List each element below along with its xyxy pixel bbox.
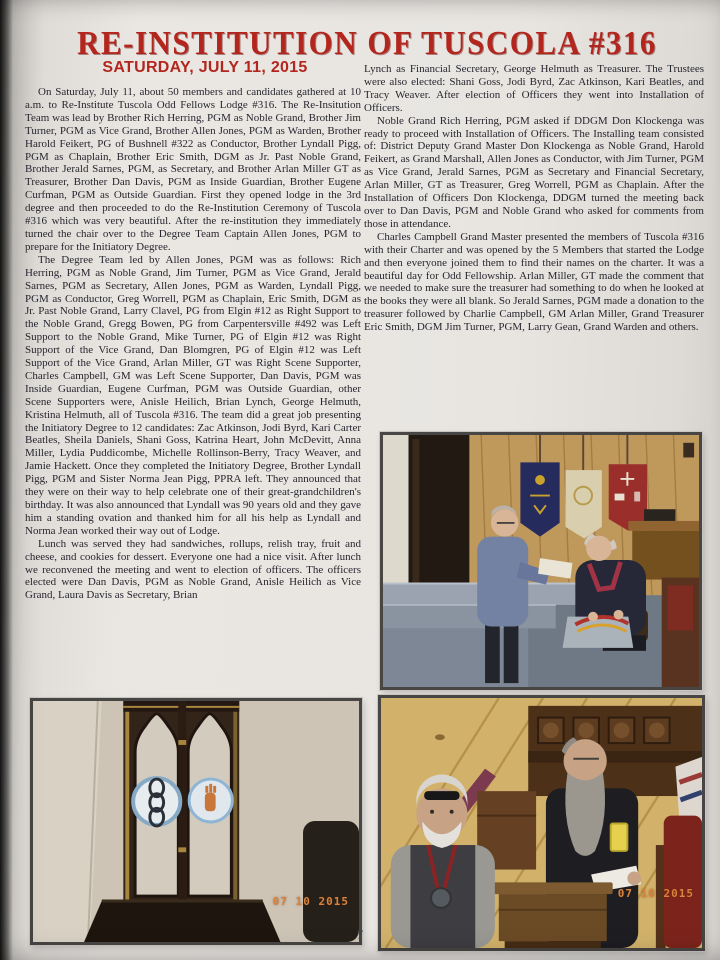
page-subtitle: SATURDAY, JULY 11, 2015 [102,59,308,76]
article-paragraph: Noble Grand Rich Herring, PGM asked if DDGM Don Klockenga was ready to proceed with Installation of Officers. The Installing team consisted of: District Deputy Grand Master Don Klockenga as Noble Grand, Harold Feikert, as Grand Marshall, Allen Jones as Conductor, with Jim Turner, PGM as Vice Grand, Jerald Sarnes, PGM as Secretary and Financial Secretary, Arlan Miller, GT as Treasurer, Greg Worrell, PGM as Chaplain. After the Installation of Officers Don Klockenga, DDGM turned the meeting back over to Dan Davis, PGM and Noble Grand who asked for comments from those in attendance. [364,114,704,230]
podium-photo-illustration [381,698,702,948]
photo-timestamp: 07 10 2015 [617,887,694,900]
page-number: 7 [356,928,364,942]
article-paragraph: Lynch as Financial Secretary, George Helmuth as Treasurer. The Trustees were also elected: Shani Goss, Jodi Byrd, Zac Atkinson, Kari Beatles, and Tracy Weaver. After election of Officers they went into Installation of Officers. [364,63,704,114]
photo-timestamp: 07 10 2015 [272,895,349,908]
page-title: RE-INSTITUTION OF TUSCOLA #316 [77,23,657,62]
photo-lodge-altar [30,698,362,945]
photo-charter-reading [378,695,705,951]
article-paragraph: Lunch was served they had sandwiches, rollups, relish tray, fruit and cheese, and cookies for dessert. Everyone one had a nice visit. After lunch we reconvened the meeting and went to election of officers. The officers elected were Dan Davis, PGM as Noble Grand, Anisle Heilich as Vice Grand, Laura Davis as Secretary, Brian [25,537,361,602]
article-paragraph: The Degree Team led by Allen Jones, PGM was as follows: Rich Herring, PGM as Noble Grand, Jim Turner, PGM as Vice Grand, Jerald Sarnes, PGM as Secretary, Allen Jones, PGM as Warden, Lyndall Pigg, PGM as Conductor, Greg Worrell, PGM as Chaplain, Eric Smith, DGM as Jr. Past Noble Grand, Larry Clavel, PG from Elgin #12 as Right Support to the Noble Grand, Gregg Bowen, PG from Carpentersville #492 was Left Support to the Noble Grand, Mike Turner, PG of Elgin #12 was Right Support of the Vice Grand, Dan Blomgren, PG of Elgin #12 was Left Support of the Vice Grand, Arlan Miller, GT was Right Scene Supporter, Charles Campbell, GM was Left Scene Supporter, Dan Davis, PGM was Inside Guardian, Eugene Curfman, PGM was Outside Guardian, other Scene Supporters were, Anisle Heilich, Brian Lynch, George Helmuth, Kristina Helmuth, all of Tuscola #316. The team did a great job presenting the Initiatory Degree to 12 candidates: Zac Atkinson, Jodi Byrd, Kari Carter Beatles, Sheila Daniels, Shani Goss, Katrina Heart, John McDevitt, Anna Miller, Lydia Puddicombe, Michelle Rollinson-Berry, Tracy Weaver, and Jamie Hackett. Once they completed the Initiatory Degree, Brother Lyndall Pigg, PGM and Sister Norma Jean Pigg, PPRA left. They announced that they were on their way to help celebrate one of their great-grandchildren's birthday. It was also announced that Lyndall was 90 years old and they gave him a standing ovation and thanked him for all his help as Lyndall and Norma Jean worked their way out of Lodge. [25,253,361,537]
page-left-edge-shadow [0,0,13,960]
article-paragraph: On Saturday, July 11, about 50 members and candidates gathered at 10 a.m. to Re-Institute Tuscola Odd Fellows Lodge #316. The Re-Insitution Team was lead by Brother Rich Herring, PGM as Noble Grand, Brother Jim Turner, PGM as Vice Grand, Brother Allen Jones, PGM as Warden, Brother Harold Feikert, PG of Bushnell #322 as Conductor, Brother Lyndall Pigg, PGM as Chaplain, Brother Eric Smith, DGM as Jr. Past Noble Grand, Brother Jerald Sarnes, PGM, as Secretary, and Brother Arlan Miller GT as Treasurer, Brother Dan Davis, PGM as Inside Guardian, Brother Eugene Curfman, PGM as Outside Guardian. First they opened lodge in the 3rd degree and then proceeded to do the Re-Institution Ceremony of Tuscola #316 which was very beautiful. After the re-institution they immediately turned the chair over to the Degree Team Captain Allen Jones, PGM to prepare for the Initiatory Degree. [25,86,361,253]
photo-installation-ceremony [380,432,702,690]
article-paragraph: Charles Campbell Grand Master presented the members of Tuscola #316 with their Charter and was opened by the 5 Members that started the Lodge and then everyone joined them to find their names on the charter. It was a beautiful day for Odd Fellowship. Arlan Miller, GT made the comment that we needed to make sure the treasurer had something to do when he looked at the books they were all blank. So Jerald Sarnes, PGM made a donation to the treasurer followed by Charlie Campbell, GM Arlan Miller, Grand Treasurer Eric Smith, DGM Jim Turner, PGM, Larry Gean, Grand Warden and others. [364,230,704,334]
article-column-right [364,63,704,431]
installation-photo-illustration [383,435,699,687]
article-column-left [25,86,361,694]
